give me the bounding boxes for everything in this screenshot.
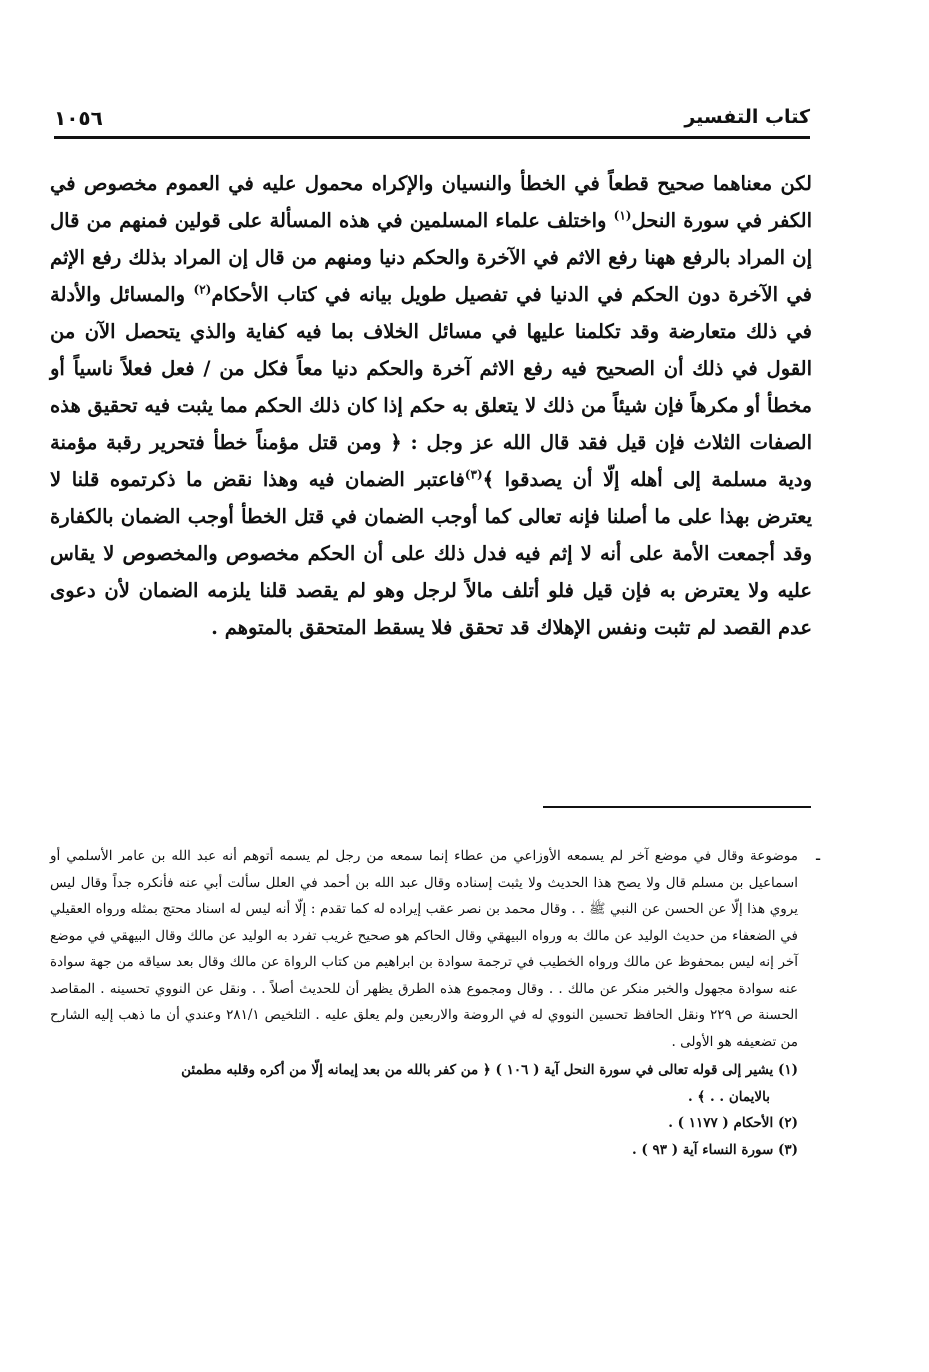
quran-verse: ﴿ ومن قتل مؤمناً خطأ فتحرير رقبة مؤمنة ودية مسلمة إلى أهله إلّا أن يصدقوا ﴾ (50, 431, 812, 491)
footnote-list (50, 1057, 798, 1163)
text-segment-3: والمسائل والأدلة في ذلك متعارضة وقد تكلمنا عليها في مسائل الخلاف بما فيه كفاية والذي يتحصل الآن من القول في ذلك أن الصحيح فيه رفع الاثم آخرة والحكم دنيا معاً فكل من / فعل فعلاً ناسياً أو مخطأ أو مكرهاً فإن شيئاً من ذلك لا يتعلق به حكم إذا كان ذلك الحكم مما يثبت فيه تحقيق هذه الصفات الثلاث فإن قيل فقد قال الله عز وجل : (50, 283, 812, 454)
header-rule (54, 136, 810, 139)
footnote-separator (543, 806, 811, 808)
page-header (54, 106, 810, 136)
footnote-2: (٢) الأحكام ( ١١٧٧ ) . (668, 1115, 798, 1131)
text-segment-4: فاعتبر الضمان فيه وهذا نقض ما ذكرتموه قلنا لا يعترض بهذا على ما أصلنا فإنه تعالى كما أوجب الضمان في قتل الخطأ أوجب الضمان بالكفارة وقد أجمعت الأمة على أنه لا إثم فيه فدل ذلك على أن الحكم مخصوص والمخصوص لا يقاس عليه ولا يعترض به فإن قيل فلو أتلف مالاً لرجل وهو لم يقصد قلنا يلزمه الضمان لأن دعوى عدم القصد لم تثبت ونفس الإهلاك قد تحقق فلا يسقط المتحقق بالمتوهم . (50, 468, 812, 639)
footnote-continuation: موضوعة وقال في موضع آخر لم يسمعه الأوزاعي من عطاء إنما سمعه من رجل لم يسمه أتوهم أنه عبد الله بن عامر الأسلمي أو اسماعيل بن مسلم قال ولا يصح هذا الحديث ولا يثبت إسناده وقال عبد الله بن أحمد في العلل سألت أبي عنه فأنكره جداً وقال ليس يروي هذا إلّا عن الحسن عن النبي ﷺ . . وقال محمد بن نصر عقب إيراده له كما تقدم : إلّا أنه ليس له اسناد محتج بمثله ورواه العقيلي في الضعفاء من حديث الوليد عن مالك به ورواه البيهقي وقال الحاكم هو صحيح غريب تفرد به الوليد عن مالك وقال البيهقي في موضع آخر إنه ليس بمحفوظ عن مالك ورواه الخطيب في ترجمة سوادة بن ابراهيم من كتاب الرواة عن مالك وقال بعد سياقه من جهة سوادة عنه سوادة مجهول والخبر منكر عن مالك . . وقال ومجموع هذه الطرق يظهر أن للحديث أصلاً . . ونقل عن النووي تحسينه . المقاصد الحسنة ص ٢٢٩ ونقل الحافظ تحسين النووي له في الروضة والاربعين ولم يعلق عليه . التلخيص ٢٨١/١ وعندي أن ما ذهب إليه الشارح من تضعيفه هو الأولى . (50, 848, 799, 1050)
footnote-3: (٣) سورة النساء آية ( ٩٣ ) . (631, 1141, 798, 1158)
footnote-1-continued: بالايمان . . ﴾ . (688, 1088, 770, 1105)
footnotes (50, 843, 798, 1163)
main-text (50, 165, 812, 646)
footnote-ref-1: (١) (613, 208, 632, 223)
page-number: ١٠٥٦ (54, 106, 103, 130)
text-segment-1: لكن معناهما صحيح قطعاً في الخطأ والنسيان والإكراه محمول عليه في العموم مخصوص في الكفر في سورة النحل (50, 172, 812, 232)
footnote-ref-3: (٣) (464, 467, 483, 482)
text-segment-2: واختلف علماء المسلمين في هذه المسألة على قولين فمنهم من قال إن المراد بالرفع ههنا رفع الاثم في الآخرة والحكم دنيا ومنهم من قال إن المراد بذلك رفع الإثم في الآخرة دون الحكم في الدنيا في تفصيل طويل بيانه في كتاب الأحكام (50, 209, 812, 306)
running-title: كتاب التفسير (684, 106, 810, 128)
footnote-ref-2: (٢) (193, 282, 212, 297)
main-paragraph (50, 165, 812, 646)
footnote-1: (١) يشير إلى قوله تعالى في سورة النحل آية ( ١٠٦ ) ﴿ من كفر بالله من بعد إيمانه إلّا من أكره وقلبه مطمئن (181, 1062, 798, 1078)
margin-mark: ـ (816, 849, 821, 863)
